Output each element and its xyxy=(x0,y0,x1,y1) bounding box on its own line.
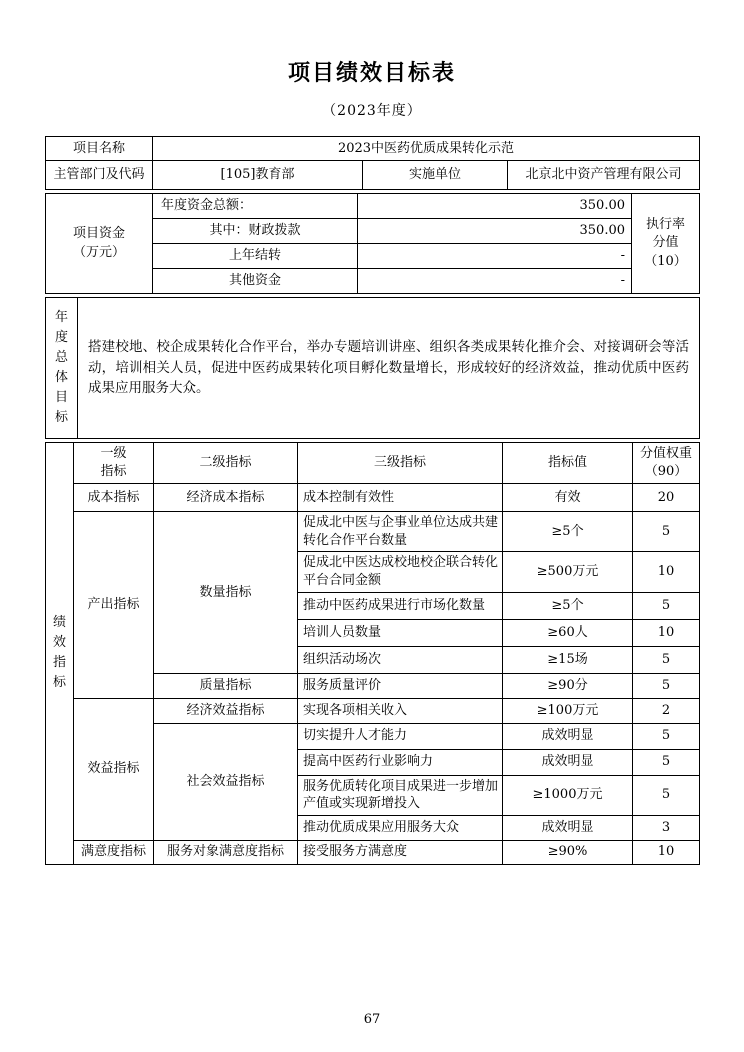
level1-cell: 满意度指标 xyxy=(74,840,154,864)
level3-cell: 促成北中医达成校地校企联合转化平台合同金额 xyxy=(298,552,503,592)
funding-section-label: 项目资金 （万元） xyxy=(46,194,153,294)
indicator-row xyxy=(46,512,700,552)
funding-carryover-value: - xyxy=(358,244,632,269)
funding-other-value: - xyxy=(358,269,632,294)
value-cell: ≥5个 xyxy=(503,592,633,619)
level3-cell: 推动优质成果应用服务大众 xyxy=(298,815,503,840)
weight-cell: 5 xyxy=(633,775,700,815)
funding-fiscal-label: 其中：财政拨款 xyxy=(153,219,358,244)
level3-cell: 培训人员数量 xyxy=(298,619,503,646)
value-cell: 有效 xyxy=(503,484,633,512)
funding-row xyxy=(46,194,700,219)
weight-cell: 10 xyxy=(633,619,700,646)
indicators-section-label: 绩效指标 xyxy=(46,443,74,865)
annual-goal-label: 年度总体目标 xyxy=(46,298,78,439)
value-cell: ≥60人 xyxy=(503,619,633,646)
funding-total-value: 350.00 xyxy=(358,194,632,219)
weight-cell: 5 xyxy=(633,646,700,673)
value-cell: ≥90% xyxy=(503,840,633,864)
col-header-level2: 二级指标 xyxy=(154,443,298,484)
level1-cell: 成本指标 xyxy=(74,484,154,512)
value-cell: 成效明显 xyxy=(503,723,633,749)
level3-cell: 接受服务方满意度 xyxy=(298,840,503,864)
dept-label: 主管部门及代码 xyxy=(46,161,153,190)
indicators-table xyxy=(45,442,700,865)
funding-total-label: 年度资金总额： xyxy=(153,194,358,219)
page-subtitle: （2023年度） xyxy=(322,103,422,119)
value-cell: ≥5个 xyxy=(503,512,633,552)
project-name-value: 2023中医药优质成果转化示范 xyxy=(153,137,700,161)
funding-table xyxy=(45,193,700,294)
level1-cell: 产出指标 xyxy=(74,512,154,698)
level3-cell: 成本控制有效性 xyxy=(298,484,503,512)
funding-other-label: 其他资金 xyxy=(153,269,358,294)
weight-cell: 10 xyxy=(633,840,700,864)
level2-cell: 数量指标 xyxy=(154,512,298,673)
level2-cell: 质量指标 xyxy=(154,673,298,698)
weight-cell: 5 xyxy=(633,673,700,698)
dept-row xyxy=(46,161,700,190)
indicator-row xyxy=(46,484,700,512)
funding-carryover-label: 上年结转 xyxy=(153,244,358,269)
annual-goal-content: 搭建校地、校企成果转化合作平台，举办专题培训讲座、组织各类成果转化推介会、对接调研会等活动，培训相关人员，促进中医药成果转化项目孵化数量增长，形成较好的经济效益，推动优质中医药成果应用服务大众。 xyxy=(78,298,700,439)
col-header-weight: 分值权重 （90） xyxy=(633,443,700,484)
project-info-table xyxy=(45,136,700,190)
level3-cell: 实现各项相关收入 xyxy=(298,698,503,723)
level3-cell: 切实提升人才能力 xyxy=(298,723,503,749)
page-title: 项目绩效目标表 xyxy=(287,60,456,86)
col-header-value: 指标值 xyxy=(503,443,633,484)
impl-unit-value: 北京北中资产管理有限公司 xyxy=(508,161,700,190)
level2-cell: 社会效益指标 xyxy=(154,723,298,840)
project-name-row xyxy=(46,137,700,161)
level3-cell: 组织活动场次 xyxy=(298,646,503,673)
weight-cell: 10 xyxy=(633,552,700,592)
value-cell: ≥500万元 xyxy=(503,552,633,592)
level3-cell: 促成北中医与企事业单位达成共建转化合作平台数量 xyxy=(298,512,503,552)
weight-cell: 20 xyxy=(633,484,700,512)
dept-value: [105]教育部 xyxy=(153,161,363,190)
weight-cell: 5 xyxy=(633,592,700,619)
weight-cell: 2 xyxy=(633,698,700,723)
level3-cell: 服务质量评价 xyxy=(298,673,503,698)
value-cell: ≥1000万元 xyxy=(503,775,633,815)
value-cell: ≥90分 xyxy=(503,673,633,698)
col-header-level1: 一级 指标 xyxy=(74,443,154,484)
level3-cell: 服务优质转化项目成果进一步增加产值或实现新增投入 xyxy=(298,775,503,815)
level3-cell: 推动中医药成果进行市场化数量 xyxy=(298,592,503,619)
value-cell: 成效明显 xyxy=(503,749,633,775)
page-number: 67 xyxy=(363,1012,381,1027)
level2-cell: 经济效益指标 xyxy=(154,698,298,723)
annual-goal-table xyxy=(45,297,700,439)
weight-cell: 5 xyxy=(633,749,700,775)
annual-goal-row xyxy=(46,298,700,439)
col-header-level3: 三级指标 xyxy=(298,443,503,484)
value-cell: ≥100万元 xyxy=(503,698,633,723)
impl-unit-label: 实施单位 xyxy=(363,161,508,190)
value-cell: 成效明显 xyxy=(503,815,633,840)
execution-rate-label: 执行率 分值 （10） xyxy=(632,194,700,294)
indicator-row xyxy=(46,840,700,864)
indicator-row xyxy=(46,698,700,723)
level2-cell: 服务对象满意度指标 xyxy=(154,840,298,864)
weight-cell: 3 xyxy=(633,815,700,840)
level3-cell: 提高中医药行业影响力 xyxy=(298,749,503,775)
indicators-header-row xyxy=(46,443,700,484)
weight-cell: 5 xyxy=(633,512,700,552)
level1-cell: 效益指标 xyxy=(74,698,154,840)
weight-cell: 5 xyxy=(633,723,700,749)
funding-fiscal-value: 350.00 xyxy=(358,219,632,244)
project-name-label: 项目名称 xyxy=(46,137,153,161)
level2-cell: 经济成本指标 xyxy=(154,484,298,512)
value-cell: ≥15场 xyxy=(503,646,633,673)
